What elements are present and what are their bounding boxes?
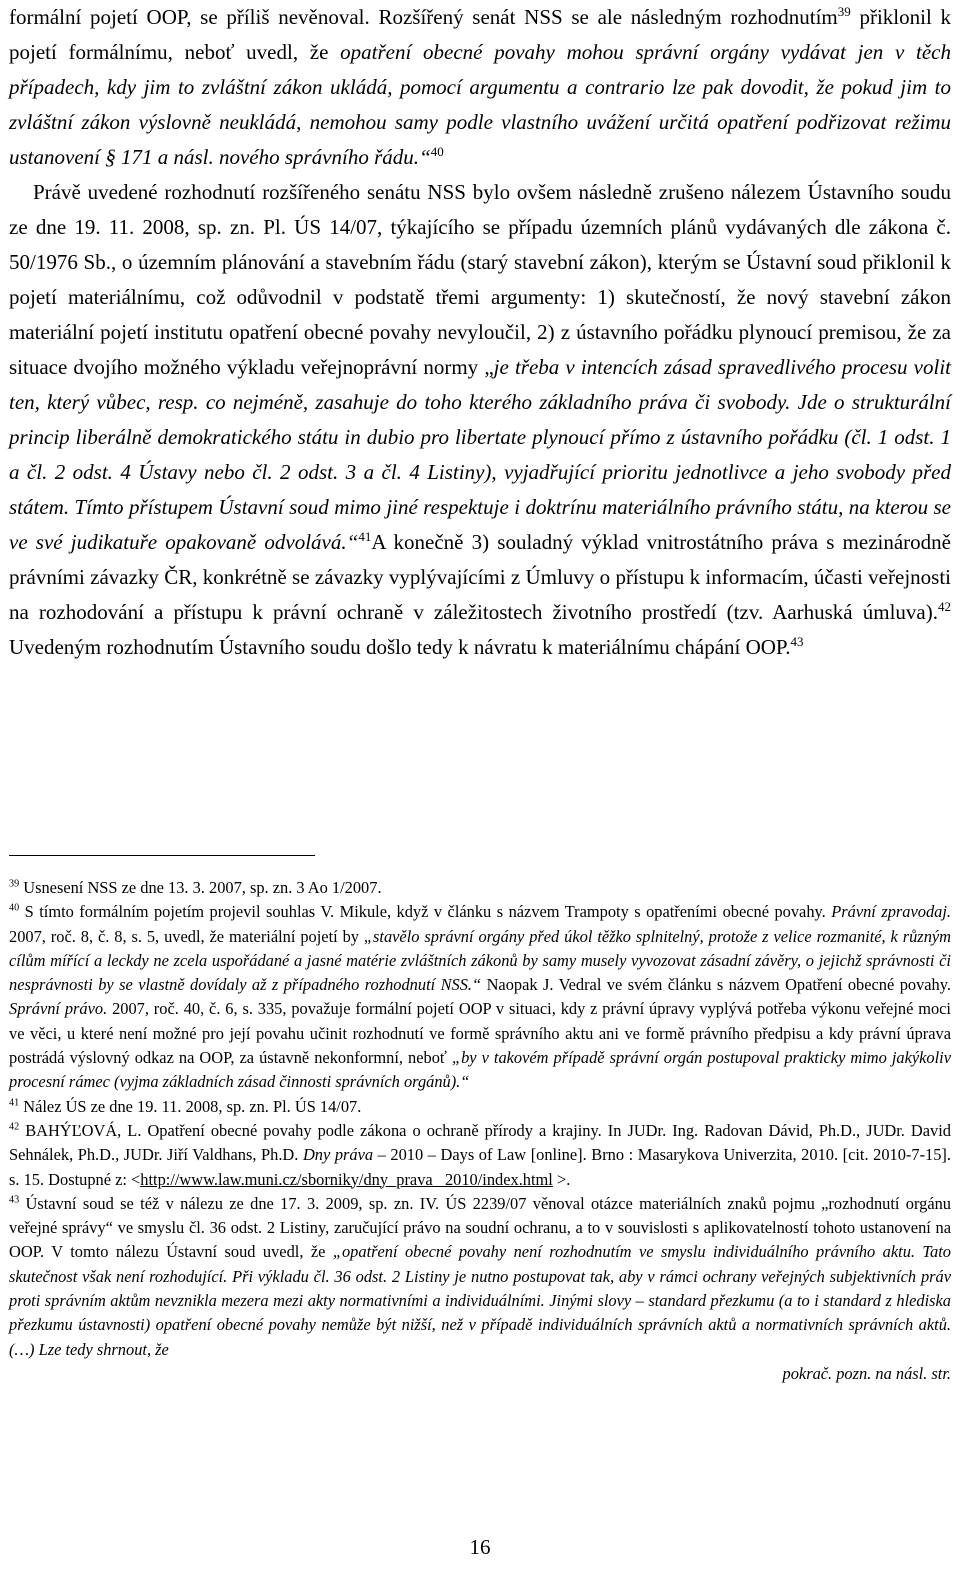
document-page bbox=[9, 0, 952, 1383]
footnote-42: $^{42}$ BAHÝĽOVÁ, L. Opatření obecné povahy podle zákona o ochraně přírody a krajiny. In JUDr. Ing. Radovan Dávid, Ph.D., JUDr. David Sehnálek, Ph.D., JUDr. Jiří Valdhans, Ph.D. Dny práva – 2010 – Days of Law [online]. Brno : Masarykova Univerzita, 2010. [cit. 2010-7-15]. s. 15. Dostupné z: <http://www.law.muni.cz/sborniky/dny_prava_ 2010/index.html >. bbox=[9, 1120, 951, 1189]
footnote-40: $^{40}$ S tímto formálním pojetím projevil souhlas V. Mikule, když v článku s názvem Trampoty s opatřeními obecné povahy. Právní zpravodaj. 2007, roč. 8, č. 8, s. 5, uvedl, že materiální pojetí by „stavělo správní orgány před úkol těžko splnitelný, protože z velice rozmanité, k různým cílům mířící a leckdy ne zcela uspořádané a jasné matérie zvláštních zákonů by samy musely vyvozovat zásadní závěry, o jejichž správnosti či nesprávnosti by se vlastně dovídaly až z případného rozhodnutí NSS.“ Naopak J. Vedral ve svém článku s názvem Opatření obecné povahy. Správní právo. 2007, roč. 40, č. 6, s. 335, považuje formální pojetí OOP v situaci, kdy z právní úpravy vyplývá potřeba výkonu veřejné moci ve věci, u které není možné pro její povahu učinit rozhodnutí ve formě správního aktu ani ve formě právního předpisu a kdy právní úprava postrádá výslovný odkaz na OOP, za ústavně nekonformní, neboť „by v takovém případě správní orgán postupoval prakticky mimo jakýkoliv procesní rámec (vyjma základních zásad činnosti správních orgánů).“ bbox=[9, 902, 952, 1092]
body-paragraph-1: formální pojetí OOP, se příliš nevěnoval. Rozšířený senát NSS se ale následným rozhodnutím$^{39}$ přiklonil k pojetí formálnímu, neboť uvedl, že opatření obecné povahy mohou správní orgány vydávat jen v těch případech, kdy jim to zvláštní zákon ukládá, pomocí argumentu a contrario lze pak dovodit, že pokud jim to zvláštní zákon výslovně neukládá, nemohou samy podle vlastního uvážení určitá opatření podřizovat režimu ustanovení § 171 a násl. nového správního řádu.“$^{40}$ bbox=[9, 4, 951, 169]
continued-note: pokrač. pozn. na násl. str. bbox=[782, 1363, 951, 1383]
footnote-39: $^{39}$ Usnesení NSS ze dne 13. 3. 2007, sp. zn. 3 Ao 1/2007. bbox=[9, 878, 382, 897]
dny-prava-link[interactable]: http://www.law.muni.cz/sborniky/dny_prava_ 2010/index.html bbox=[140, 1169, 553, 1189]
footnote-43: $^{43}$ Ústavní soud se též v nálezu ze dne 17. 3. 2009, sp. zn. IV. ÚS 2239/07 věnoval otázce materiálních znaků pojmu „rozhodnutí orgánu veřejné správy“ ve smyslu čl. 36 odst. 2 Listiny, zaručující právo na soudní ochranu, a to v souvislosti s aplikovatelností tohoto ustanovení na OOP. V tomto nálezu Ústavní soud uvedl, že „opatření obecné povahy není rozhodnutím ve smyslu individuálního právního aktu. Tato skutečnost však není rozhodující. Při výkladu čl. 36 odst. 2 Listiny je nutno postupovat tak, aby v rámci ochrany veřejných subjektivních práv proti správním aktům nevznikla mezera mezi akty normativními a individuálními. Jinými slovy – standard přezkumu (a to i standard z hlediska přezkumu ústavnosti) opatření obecné povahy nemůže být nižší, než v případě individuálních správních aktů a normativních správních aktů.(…) Lze tedy shrnout, že pokrač. pozn. na násl. str. bbox=[9, 1192, 951, 1386]
quotation-nss: opatření obecné povahy mohou správní orgány vydávat jen v těch případech, kdy jim to zvláštní zákon ukládá, pomocí argumentu a contrario lze pak dovodit, že pokud jim to zvláštní zákon výslovně neukládá, nemohou samy podle vlastního uvážení určitá opatření podřizovat režimu ustanovení § 171 a násl. nového správního řádu. bbox=[9, 40, 951, 169]
footnote-41: $^{41}$ Nález ÚS ze dne 19. 11. 2008, sp. zn. Pl. ÚS 14/07. bbox=[9, 1096, 362, 1116]
footnote-ref-42[interactable]: 42 bbox=[937, 599, 951, 614]
quotation-us: je třeba v intencích zásad spravedlivého procesu volit ten, který vůbec, resp. co nejméně, zasahuje do toho kterého základního práva či svobody. Jde o strukturální princip liberálně demokratického státu in dubio pro libertate plynoucí přímo z ústavního pořádku (čl. 1 odst. 1 a čl. 2 odst. 4 Ústavy nebo čl. 2 odst. 3 a čl. 4 Listiny), vyjadřující prioritu jednotlivce a jeho svobody před státem. Tímto přístupem Ústavní soud mimo jiné respektuje i doktrínu materiálního právního státu, na kterou se ve své judikatuře opakovaně odvolává. bbox=[9, 355, 951, 554]
page-number: 16 bbox=[469, 1535, 491, 1559]
footnotes bbox=[9, 876, 951, 1386]
footnote-separator bbox=[9, 855, 315, 856]
footnote-ref-41[interactable]: 41 bbox=[358, 529, 372, 544]
body-paragraph-2: Právě uvedené rozhodnutí rozšířeného senátu NSS bylo ovšem následně zrušeno nálezem Ústavního soudu ze dne 19. 11. 2008, sp. zn. Pl. ÚS 14/07, týkajícího se případu územních plánů vydávaných dle zákona č. 50/1976 Sb., o územním plánování a stavebním řádu (starý stavební zákon), kterým se Ústavní soud přiklonil k pojetí materiálnímu, což odůvodnil v podstatě třemi argumenty: 1) skutečností, že nový stavební zákon materiální pojetí institutu opatření obecné povahy nevyloučil, 2) z ústavního pořádku plynoucí premisou, že za situace dvojího možného výkladu veřejnoprávní normy „je třeba v intencích zásad spravedlivého procesu volit ten, který vůbec, resp. co nejméně, zasahuje do toho kterého základního práva či svobody. Jde o strukturální princip liberálně demokratického státu in dubio pro libertate plynoucí přímo z ústavního pořádku (čl. 1 odst. 1 a čl. 2 odst. 4 Ústavy nebo čl. 2 odst. 3 a čl. 4 Listiny), vyjadřující prioritu jednotlivce a jeho svobody před státem. Tímto přístupem Ústavní soud mimo jiné respektuje i doktrínu materiálního právního státu, na kterou se ve své judikatuře opakovaně odvolává.“$^{41}$A konečně 3) souladný výklad vnitrostátního práva s mezinárodně právními závazky ČR, konkrétně se závazky vyplývajícími z Úmluvy o přístupu k informacím, účasti veřejnosti na rozhodování a přístupu k právní ochraně v záležitostech životního prostředí (tzv. Aarhuská úmluva).$^{42}$ Uvedeným rozhodnutím Ústavního soudu došlo tedy k návratu k materiálnímu chápání OOP.$^{43}$ bbox=[9, 180, 951, 659]
footnote-ref-39[interactable]: 39 bbox=[837, 4, 851, 19]
footnote-ref-40[interactable]: 40 bbox=[430, 144, 444, 159]
footnote-ref-43[interactable]: 43 bbox=[790, 634, 804, 649]
